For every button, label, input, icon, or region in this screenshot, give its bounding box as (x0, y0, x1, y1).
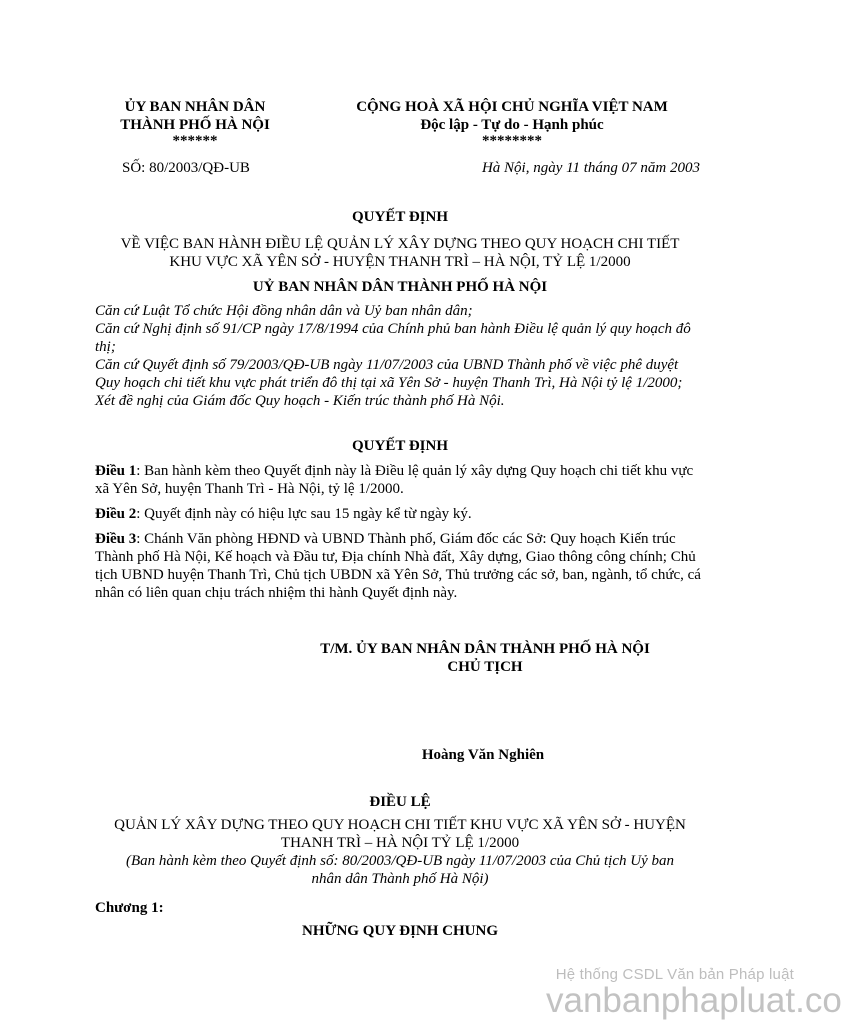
articles (95, 462, 705, 609)
document-number: SỐ: 80/2003/QĐ-UB (122, 160, 250, 176)
decision-heading: QUYẾT ĐỊNH (352, 438, 448, 454)
article-label: Điều 2 (95, 506, 137, 522)
authority-line-2: THÀNH PHỐ HÀ NỘI (120, 117, 270, 133)
charter-note-line-1: (Ban hành kèm theo Quyết định số: 80/2003/QĐ-UB ngày 11/07/2003 của Chủ tịch Uỷ ban (126, 853, 674, 869)
signature-title: T/M. ỦY BAN NHÂN DÂN THÀNH PHỐ HÀ NỘI (320, 641, 650, 657)
article-2 (95, 505, 705, 523)
article-label: Điều 3 (95, 531, 137, 547)
basis-item: Căn cứ Quyết định số 79/2003/QĐ-UB ngày 11/07/2003 của UBND Thành phố về việc phê duyệt Quy hoạch chi tiết khu vực phát triển đô thị tại xã Yên Sở - huyện Thanh Trì, Hà Nội tỷ lệ 1/2000; (95, 357, 683, 391)
decision-title: QUYẾT ĐỊNH (352, 209, 448, 225)
signer-name: Hoàng Văn Nghiên (421, 747, 545, 763)
article-text: : Quyết định này có hiệu lực sau 15 ngày kể từ ngày ký. (136, 506, 472, 522)
basis-item: Căn cứ Luật Tổ chức Hội đồng nhân dân và Uỷ ban nhân dân; (95, 303, 473, 319)
decision-subject (95, 235, 705, 271)
motto-separator: ******** (482, 133, 542, 149)
country-name: CỘNG HOÀ XÃ HỘI CHỦ NGHĨA VIỆT NAM (356, 99, 668, 115)
motto: Độc lập - Tự do - Hạnh phúc (420, 117, 604, 133)
signature-role: CHỦ TỊCH (447, 659, 523, 675)
article-text: : Chánh Văn phòng HĐND và UBND Thành phố, Giám đốc các Sở: Quy hoạch Kiến trúc Thành phố Hà Nội, Kế hoạch và Đầu tư, Địa chính Nhà đất, Xây dựng, Giao thông công chính; Chủ tịch UBND huyện Thanh Trì, Chủ tịch UBDN xã Yên Sở, Thủ trưởng các sở, ban, ngành, tổ chức, cá nhân có liên quan chịu trách nhiệm thi hành Quyết định này. (95, 531, 701, 601)
charter-title: ĐIỀU LỆ (369, 794, 431, 810)
charter-subject-line-1: QUẢN LÝ XÂY DỰNG THEO QUY HOẠCH CHI TIẾT KHU VỰC XÃ YÊN SỞ - HUYỆN (114, 817, 686, 833)
article-3 (95, 530, 705, 602)
legal-basis (95, 302, 705, 410)
article-text: : Ban hành kèm theo Quyết định này là Điều lệ quản lý xây dựng Quy hoạch chi tiết khu vực xã Yên Sở, huyện Thanh Trì - Hà Nội, tỷ lệ 1/2000. (95, 463, 694, 497)
decision-subject-line-1: VỀ VIỆC BAN HÀNH ĐIỀU LỆ QUẢN LÝ XÂY DỰNG THEO QUY HOẠCH CHI TIẾT (120, 236, 680, 252)
article-label: Điều 1 (95, 463, 137, 479)
authority-separator: ****** (172, 133, 218, 149)
national-motto-block (312, 98, 712, 148)
issuer-heading: UỶ BAN NHÂN DÂN THÀNH PHỐ HÀ NỘI (252, 279, 548, 295)
document-date: Hà Nội, ngày 11 tháng 07 năm 2003 (481, 160, 700, 176)
article-1 (95, 462, 705, 498)
charter-note (80, 852, 720, 888)
basis-item: Căn cứ Nghị định số 91/CP ngày 17/8/1994 của Chính phủ ban hành Điều lệ quản lý quy hoạch đô thị; (95, 321, 691, 355)
chapter-title: NHỮNG QUY ĐỊNH CHUNG (302, 923, 498, 939)
charter-note-line-2: nhân dân Thành phố Hà Nội) (311, 871, 489, 887)
signature-block (300, 640, 670, 676)
issuing-authority-block (95, 98, 295, 148)
basis-item: Xét đề nghị của Giám đốc Quy hoạch - Kiến trúc thành phố Hà Nội. (95, 393, 505, 409)
charter-subject (80, 816, 720, 852)
charter-subject-line-2: THANH TRÌ – HÀ NỘI TỶ LỆ 1/2000 (280, 835, 520, 851)
decision-subject-line-2: KHU VỰC XÃ YÊN SỞ - HUYỆN THANH TRÌ – HÀ NỘI, TỶ LỆ 1/2000 (169, 254, 631, 270)
watermark-caption: Hệ thống CSDL Văn bản Pháp luật (555, 966, 794, 983)
chapter-label: Chương 1: (95, 900, 164, 916)
authority-line-1: ỦY BAN NHÂN DÂN (124, 99, 266, 115)
watermark-site[interactable]: vanbanphapluat.co (546, 981, 842, 1020)
